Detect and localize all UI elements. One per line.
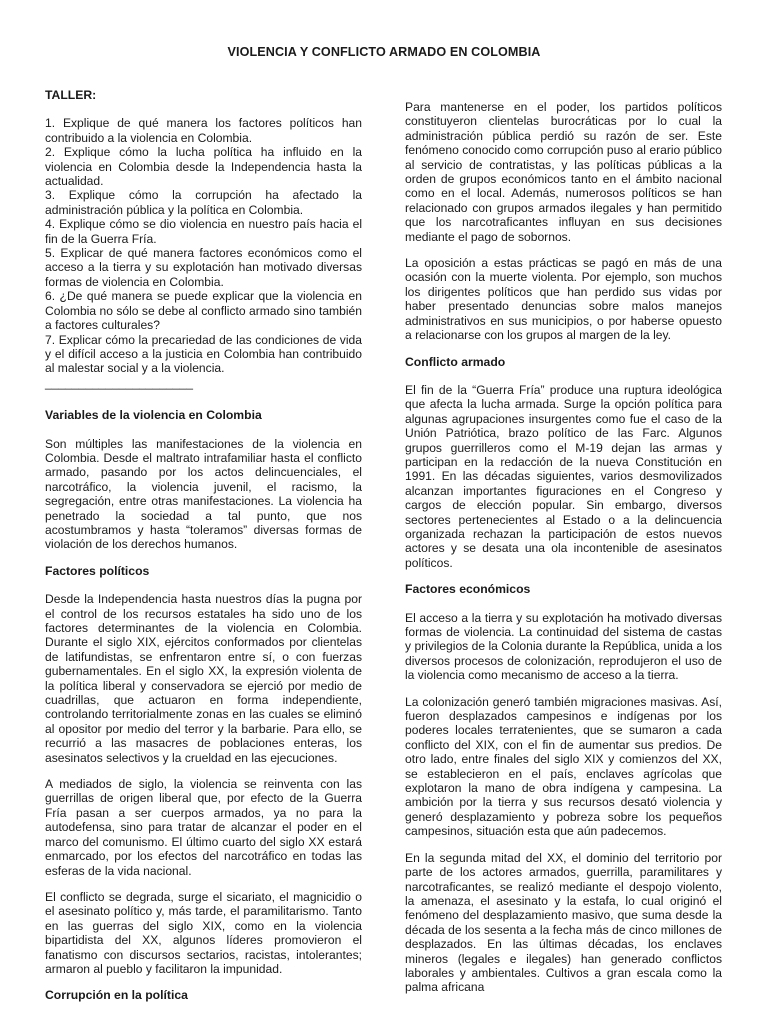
taller-heading: TALLER: — [45, 88, 97, 102]
paragraph: El fin de la “Guerra Fría” produce una ruptura ideológica que afecta la lucha armada. Surge la opción política para algunas agrupaciones insurgentes como fue el caso de la Unión Patriótica, brazo político de las Farc. Algunos grupos guerrilleros como el M-19 dejan las armas y participan en la redacción de la nueva Constitución en 1991. En las décadas siguientes, varios desmovilizados alcanzan importantes figuraciones en el Congreso y cargos de elección popular. Sin embargo, diversos sectores pertenecientes al Estado o a la delincuencia organizada rechazan la participación de estos nuevos actores y se desata una ola incontenible de asesinatos políticos. — [405, 382, 722, 570]
paragraph: En la segunda mitad del XX, el dominio del territorio por parte de los actores armados, guerrilla, paramilitares y narcotraficantes, se realizó mediante el despojo violento, la amenaza, el asesinato y la estafa, lo cual originó el fenómeno del desplazamiento masivo, que suma desde la década de los sesenta a la fecha más de cinco millones de desplazados. En las últimas décadas, los enclaves mineros (legales e ilegales) han generado conflictos laborales y ambientales. Cultivos a gran escala como la palma africana — [405, 850, 722, 995]
section-heading-economicos: Factores económicos — [405, 582, 531, 597]
question-item: 5. Explicar de qué manera factores económicos como el acceso a la tierra y su explotación han motivado diversas formas de violencia en Colombia. — [45, 246, 362, 289]
right-column — [405, 100, 722, 1007]
paragraph: La oposición a estas prácticas se pagó en más de una ocasión con la muerte violenta. Por ejemplo, son muchos los dirigentes políticos que han perdido sus vidas por haber presentado denuncias sobre malos manejos administrativos en sus municipios, o por haberse opuesto a relacionarse con los grupos al margen de la ley. — [405, 256, 722, 343]
paragraph: El acceso a la tierra y su explotación ha motivado diversas formas de violencia. La continuidad del sistema de castas y privilegios de la Colonia durante la República, unida a los diversos procesos de colonización, reprodujeron el uso de la violencia como mecanismo de acceso a la tierra. — [405, 610, 722, 683]
paragraph: Para mantenerse en el poder, los partidos políticos constituyeron clientelas burocráticas por lo cual la administración pública perdió su razón de ser. Este fenómeno conocido como corrupción puso al erario público al servicio de contratistas, y las políticas públicas a la orden de grupos económicos tanto en el ámbito nacional como en el local. Además, numerosos políticos se han relacionado con grupos armados ilegales y han permitido que los narcotraficantes influyan en sus decisiones mediante el pago de sobornos. — [405, 100, 722, 244]
question-item: 1. Explique de qué manera los factores políticos han contribuido a la violencia en Colombia. — [45, 116, 362, 145]
paragraph: A mediados de siglo, la violencia se reinventa con las guerrillas de origen liberal que, por efecto de la Guerra Fría pasan a ser cuerpos armados, ya no para la autodefensa, sino para tratar de alcanzar el poder en el marco del comunismo. El último cuarto del siglo XX estará enmarcado, por los efectos del narcotráfico en todas las esferas de la vida nacional. — [45, 777, 362, 878]
separator-rule: ______________________ — [45, 375, 193, 390]
section-heading-conflicto: Conflicto armado — [405, 354, 506, 369]
question-item: 2. Explique cómo la lucha política ha influido en la violencia en Colombia desde la Independencia hasta la actualidad. — [45, 145, 362, 189]
paragraph: Son múltiples las manifestaciones de la violencia en Colombia. Desde el maltrato intrafamiliar hasta el conflicto armado, pasando por los actos delincuenciales, el narcotráfico, la violencia juvenil, el racismo, la segregación, entre otras manifestaciones. La violencia ha penetrado la sociedad a tal punto, que nos acostumbramos y hasta “toleramos” diversas formas de violación de los derechos humanos. — [45, 436, 362, 552]
document-title: VIOLENCIA Y CONFLICTO ARMADO EN COLOMBIA — [227, 45, 541, 59]
question-item: 7. Explicar cómo la precariedad de las condiciones de vida y el difícil acceso a la justicia en Colombia han contribuido al malestar social y a la violencia. — [45, 332, 362, 376]
paragraph: Desde la Independencia hasta nuestros días la pugna por el control de los recursos estatales ha sido uno de los factores determinantes de la violencia en Colombia. Durante el siglo XIX, ejércitos conformados por clientelas de latifundistas, se enfrentaron entre sí, o con fuerzas gubernamentales. En el siglo XX, la expresión violenta de la política liberal y conservadora se ejerció por medio de cuadrillas, que actuaron en forma independiente, controlando territorialmente zonas en las cuales se eliminó al opositor por medio del terror y la barbarie. Para ello, se recurrió a las masacres de poblaciones enteras, los asesinatos selectivos y la crueldad en las ejecuciones. — [45, 592, 362, 765]
question-item: 4. Explique cómo se dio violencia en nuestro país hacia el fin de la Guerra Fría. — [45, 217, 362, 246]
question-list — [45, 116, 362, 375]
section-heading-variables: Variables de la violencia en Colombia — [45, 408, 262, 423]
paragraph: La colonización generó también migraciones masivas. Así, fueron desplazados campesinos e indígenas por los poderes locales terratenientes, que se sumaron a cada conflicto del XIX, con el fin de aumentar sus predios. De otro lado, entre finales del siglo XIX y comienzos del XX, se establecieron en el país, enclaves agrícolas que explotaron la mano de obra indígena y campesina. La ambición por la tierra y sus recursos desató violencia y generó desplazamiento y pobreza sobre los pequeños campesinos, situación esta que aún padecemos. — [405, 694, 722, 839]
section-heading-corrupcion: Corrupción en la política — [45, 988, 188, 1003]
left-column — [45, 88, 362, 1017]
section-heading-politicos: Factores políticos — [45, 563, 150, 578]
question-item: 6. ¿De qué manera se puede explicar que la violencia en Colombia no sólo se debe al conflicto armado sino también a factores culturales? — [45, 289, 362, 333]
question-item: 3. Explique cómo la corrupción ha afectado la administración pública y la política en Colombia. — [45, 188, 362, 217]
paragraph: El conflicto se degrada, surge el sicariato, el magnicidio o el asesinato político y, más tarde, el paramilitarismo. Tanto en las guerras del siglo XIX, como en la violencia bipartidista del XX, algunos líderes promovieron el fanatismo con discursos sectarios, racistas, intolerantes; armaron al pueblo y facilitaron la impunidad. — [45, 889, 362, 976]
